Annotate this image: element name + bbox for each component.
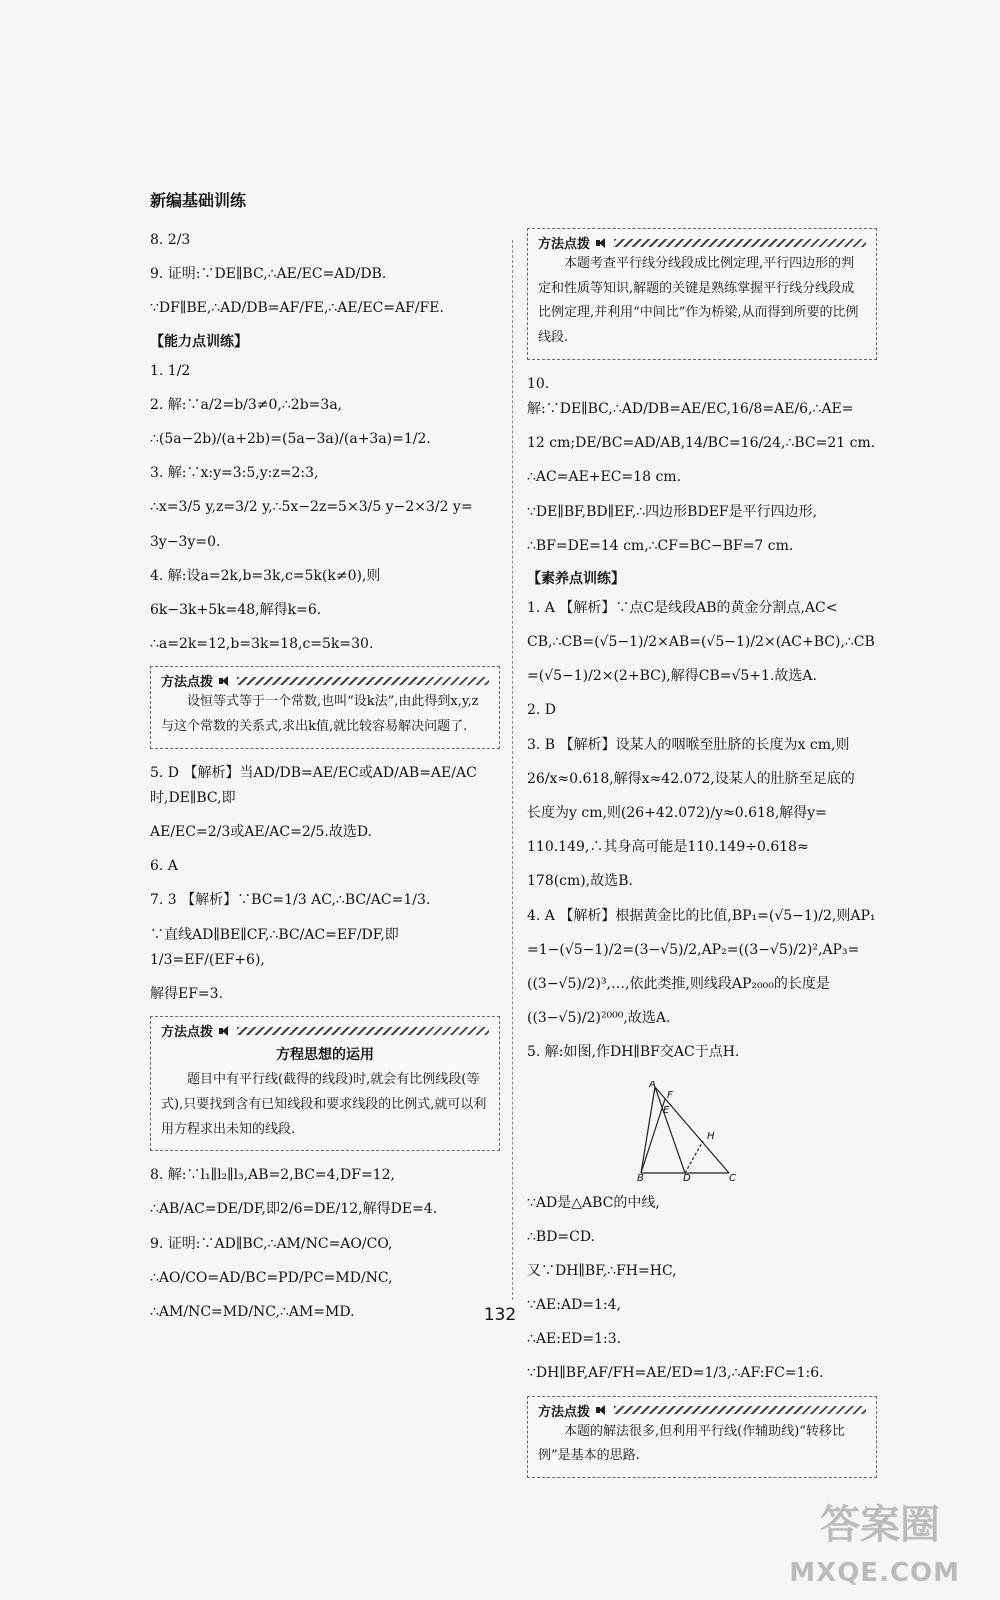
- tip-header: [161, 671, 489, 690]
- method-tip-box: [150, 1016, 500, 1151]
- tip-text: 设恒等式等于一个常数,也叫“设k法”,由此得到x,y,z与这个常数的关系式,求出k值,就比较容易解决问题了.: [161, 694, 479, 734]
- stripe-decoration: [614, 239, 866, 247]
- page-number: 132: [483, 1305, 517, 1325]
- answer-line: 6. A: [150, 858, 178, 875]
- answer-line: ∴AM/NC=MD/NC,∴AM=MD.: [150, 1303, 355, 1320]
- answer-line: 3y−3y=0.: [150, 533, 221, 550]
- speaker-icon: [219, 1026, 231, 1036]
- answer-line: 1. 1/2: [150, 362, 191, 379]
- answer-line: ∵DF∥BE,∴AD/DB=AF/FE,∴AE/EC=AF/FE.: [150, 300, 444, 317]
- answer-line: 又∵DH∥BF,∴FH=HC,: [527, 1262, 677, 1279]
- answer-line: ∴(5a−2b)/(a+2b)=(5a−3a)/(a+3a)=1/2.: [150, 430, 431, 447]
- segment-ab: [641, 1087, 655, 1173]
- answer-line: 12 cm;DE/BC=AD/AB,14/BC=16/24,∴BC=21 cm.: [527, 435, 876, 452]
- tip-text: 本题的解法很多,但利用平行线(作辅助线)“转移比例”是基本的思路.: [538, 1423, 845, 1464]
- tip-title: 方法点拨: [538, 237, 591, 252]
- answer-line: ∵DE∥BF,BD∥EF,∴四边形BDEF是平行四边形,: [527, 503, 818, 520]
- answer-line: 26/x≈0.618,解得x≈42.072,设某人的肚脐至足底的: [527, 770, 855, 787]
- answer-line: 8. 2/3: [150, 232, 191, 248]
- answer-line: ((3−√5)/2)²⁰⁰⁰,故选A.: [527, 1010, 671, 1027]
- answer-line: 5. 解:如图,作DH∥BF交AC于点H.: [527, 1044, 740, 1061]
- method-tip-box: [150, 666, 500, 748]
- answer-line: 2. D: [527, 702, 557, 719]
- tip-subtitle: 方程思想的运用: [276, 1047, 374, 1064]
- answer-line: 3. B 【解析】设某人的咽喉至肚脐的长度为x cm,则: [527, 736, 850, 753]
- right-column: [527, 228, 877, 1490]
- stripe-decoration: [614, 1406, 866, 1414]
- figure-label-f: F: [667, 1089, 673, 1101]
- page-title: 新编基础训练: [150, 191, 247, 210]
- left-column: [150, 228, 500, 1334]
- answer-line: 5. D 【解析】当AD/DB=AE/EC或AD/AB=AE/AC时,DE∥BC,即: [150, 764, 477, 806]
- tip-header: [538, 233, 866, 252]
- figure-label-e: E: [663, 1104, 670, 1116]
- tip-title: 方法点拨: [538, 1404, 591, 1420]
- tip-text: 题目中有平行线(截得的线段)时,就会有比例线段(等式),只要找到含有已知线段和要求线段的比例式,就可以利用方程求出未知的线段.: [161, 1072, 487, 1137]
- answer-line: 8. 解:∵l₁∥l₂∥l₃,AB=2,BC=4,DF=12,: [150, 1167, 395, 1184]
- speaker-icon: [596, 238, 608, 248]
- stripe-decoration: [237, 677, 489, 685]
- segment-bf: [641, 1099, 665, 1173]
- answer-line: ∴AB/AC=DE/DF,即2/6=DE/12,解得DE=4.: [150, 1201, 438, 1218]
- segment-dh: [685, 1141, 703, 1173]
- answer-line: 110.149,∴其身高可能是110.149÷0.618≈: [527, 839, 809, 856]
- answer-line: ∵DH∥BF,AF/FH=AE/ED=1/3,∴AF:FC=1:6.: [527, 1365, 824, 1382]
- answer-line: 10. 解:∵DE∥BC,∴AD/DB=AE/EC,16/8=AE/6,∴AE=: [527, 375, 854, 417]
- answer-line: ∵AD是△ABC的中线,: [527, 1194, 660, 1211]
- column-divider: [512, 240, 513, 1300]
- answer-line: 解得EF=3.: [150, 985, 224, 1002]
- section-heading-literacy: 【素养点训练】: [527, 570, 625, 587]
- figure-label-b: B: [637, 1172, 644, 1181]
- answer-line: ∴AE:ED=1:3.: [527, 1331, 622, 1348]
- answer-line: AE/EC=2/3或AE/AC=2/5.故选D.: [150, 824, 372, 840]
- answer-line: 4. A 【解析】根据黄金比的比值,BP₁=(√5−1)/2,则AP₁: [527, 907, 876, 924]
- answer-line: 长度为y cm,则(26+42.072)/y≈0.618,解得y=: [527, 805, 827, 821]
- answer-line: =1−(√5−1)/2=(3−√5)/2,AP₂=((3−√5)/2)²,AP₃=: [527, 941, 860, 958]
- answer-line: ∴BF=DE=14 cm,∴CF=BC−BF=7 cm.: [527, 537, 794, 554]
- answer-line: 3. 解:∵x:y=3:5,y:z=2:3,: [150, 465, 319, 482]
- stripe-decoration: [237, 1027, 489, 1035]
- answer-line: ∴x=3/5 y,z=3/2 y,∴5x−2z=5×3/5 y−2×3/2 y=: [150, 499, 473, 516]
- answer-line: ∵AE:AD=1:4,: [527, 1297, 622, 1314]
- answer-line: =(√5−1)/2×(2+BC),解得CB=√5+1.故选A.: [527, 668, 817, 685]
- answer-line: 2. 解:∵a/2=b/3≠0,∴2b=3a,: [150, 396, 343, 413]
- answer-line: ((3−√5)/2)³,…,依此类推,则线段AP₂₀₀₀的长度是: [527, 975, 830, 992]
- answer-line: ∴BD=CD.: [527, 1228, 596, 1245]
- method-tip-box: [527, 228, 877, 360]
- answer-line: 178(cm),故选B.: [527, 873, 633, 890]
- answer-line: 9. 证明:∵AD∥BC,∴AM/NC=AO/CO,: [150, 1235, 393, 1252]
- answer-line: ∴AO/CO=AD/BC=PD/PC=MD/NC,: [150, 1269, 393, 1286]
- answer-line: ∴AC=AE+EC=18 cm.: [527, 469, 682, 486]
- answer-line: ∵直线AD∥BE∥CF,∴BC/AC=EF/DF,即1/3=EF/(EF+6),: [150, 926, 399, 968]
- figure-label-a: A: [649, 1080, 656, 1090]
- answer-line: 7. 3 【解析】∵BC=1/3 AC,∴BC/AC=1/3.: [150, 892, 431, 909]
- tip-header: [538, 1401, 866, 1420]
- watermark-url-text: MXQE.COM: [789, 1558, 960, 1588]
- watermark-logo-text: 答案圈: [820, 1502, 940, 1548]
- figure-label-h: H: [707, 1130, 715, 1142]
- answer-line: 6k−3k+5k=48,解得k=6.: [150, 601, 322, 618]
- answer-line: 9. 证明:∵DE∥BC,∴AE/EC=AD/DB.: [150, 266, 387, 283]
- figure-label-c: C: [729, 1172, 736, 1181]
- triangle-figure: [637, 1081, 757, 1181]
- figure-label-d: D: [683, 1172, 691, 1181]
- answer-line: ∴a=2k=12,b=3k=18,c=5k=30.: [150, 636, 374, 653]
- speaker-icon: [596, 1405, 608, 1415]
- answer-line: 4. 解:设a=2k,b=3k,c=5k(k≠0),则: [150, 567, 381, 584]
- method-tip-box: [527, 1396, 877, 1478]
- tip-title: 方法点拨: [161, 1025, 214, 1041]
- section-heading-ability: 【能力点训练】: [150, 333, 248, 350]
- tip-header: [161, 1021, 489, 1040]
- tip-text: 本题考查平行线分线段成比例定理,平行四边形的判定和性质等知识,解题的关键是熟练掌握平行线分线段成比例定理,并利用“中间比”作为桥梁,从而得到所要的比例线段.: [538, 256, 859, 346]
- answer-line: 1. A 【解析】∵点C是线段AB的黄金分割点,AC<: [527, 599, 838, 616]
- answer-line: CB,∴CB=(√5−1)/2×AB=(√5−1)/2×(AC+BC),∴CB: [527, 634, 875, 651]
- tip-title: 方法点拨: [161, 675, 214, 691]
- speaker-icon: [219, 676, 231, 686]
